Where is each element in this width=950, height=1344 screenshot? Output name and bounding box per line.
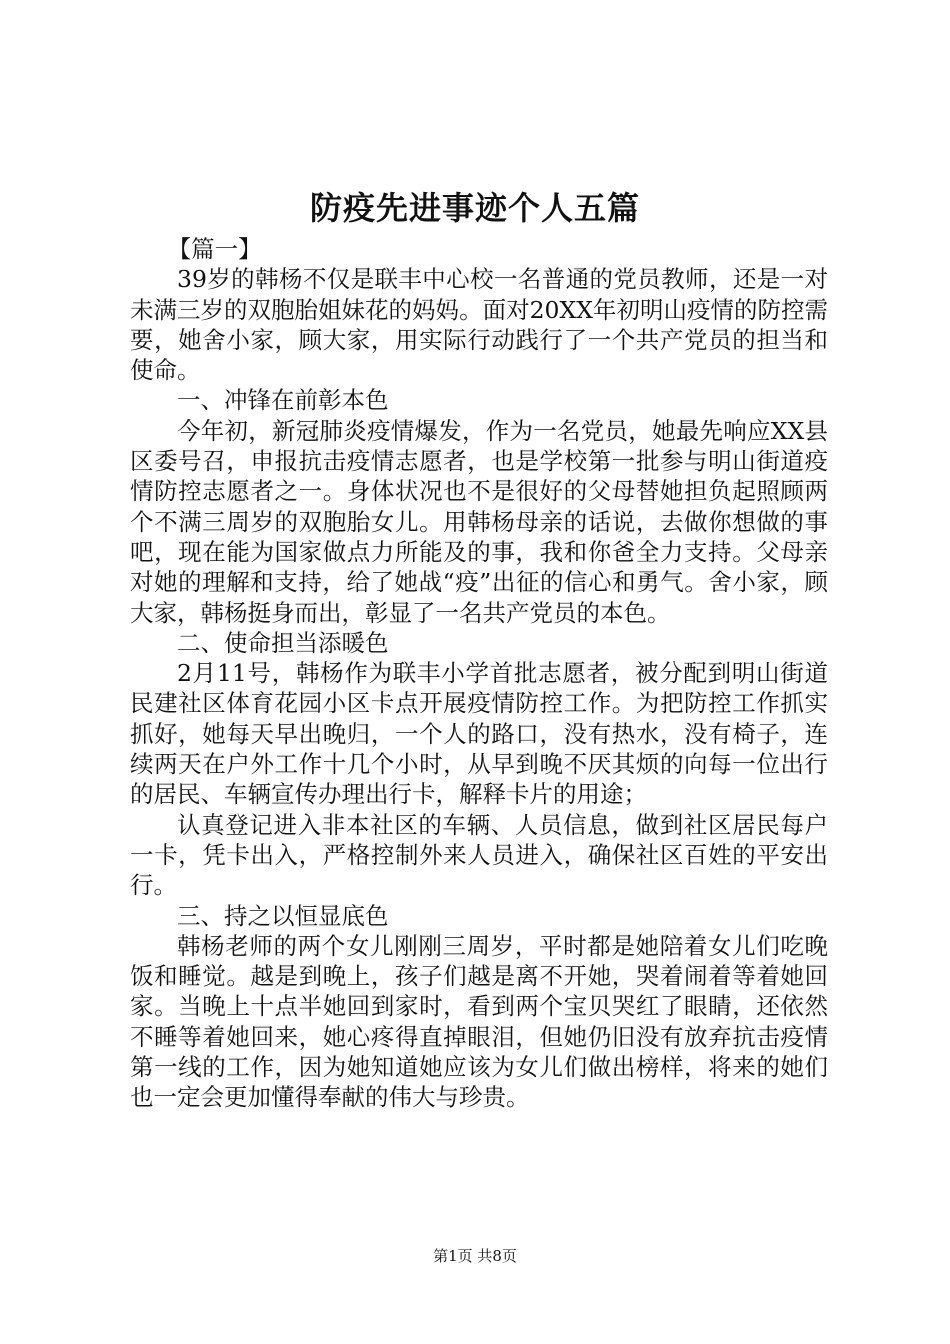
paragraph-4: 韩杨老师的两个女儿刚刚三周岁，平时都是她陪着女儿们吃晚饭和睡觉。越是到晚上，孩子们越是离不开她，哭着闹着等着她回家。当晚上十点半她回到家时，看到两个宝贝哭红了眼睛，还依然不睡等着她回来，她心疼得直掉眼泪，但她仍旧没有放弃抗击疫情第一线的工作，因为她知道她应该为女儿们做出榜样，将来的她们也一定会更加懂得奉献的伟大与珍贵。 [130,931,828,1112]
section-heading-3: 三、持之以恒显底色 [177,901,389,930]
section-marker: 【篇一】 [167,235,262,263]
section-heading-2: 二、使命担当添暖色 [177,628,389,657]
paragraph-intro: 39岁的韩杨不仅是联丰中心校一名普通的党员教师，还是一对未满三岁的双胞胎姐妹花的妈妈。面对20XX年初明山疫情的防控需要，她舍小家，顾大家，用实际行动践行了一个共产党员的担当和使命。 [130,265,828,385]
paragraph-3: 认真登记进入非本社区的车辆、人员信息，做到社区居民每户一卡，凭卡出入，严格控制外来人员进入，确保社区百姓的平安出行。 [130,810,828,900]
document-title: 防疫先进事迹个人五篇 [309,189,640,227]
paragraph-1: 今年初，新冠肺炎疫情爆发，作为一名党员，她最先响应XX县区委号召，申报抗击疫情志愿者，也是学校第一批参与明山街道疫情防控志愿者之一。身体状况也不是很好的父母替她担负起照顾两个不满三周岁的双胞胎女儿。用韩杨母亲的话说，去做你想做的事吧，现在能为国家做点力所能及的事，我和你爸全力支持。父母亲对她的理解和支持，给了她战“疫”出征的信心和勇气。舍小家，顾大家，韩杨挺身而出，彰显了一名共产党员的本色。 [130,416,828,627]
page-number-footer: 第1页 共8页 [433,1247,517,1265]
section-heading-1: 一、冲锋在前彰本色 [177,386,389,415]
paragraph-2: 2月11号，韩杨作为联丰小学首批志愿者，被分配到明山街道民建社区体育花园小区卡点开展疫情防控工作。为把防控工作抓实抓好，她每天早出晚归，一个人的路口，没有热水，没有椅子，连续两天在户外工作十几个小时，从早到晚不厌其烦的向每一位出行的居民、车辆宣传办理出行卡，解释卡片的用途； [130,659,828,809]
document-body [130,234,828,1113]
